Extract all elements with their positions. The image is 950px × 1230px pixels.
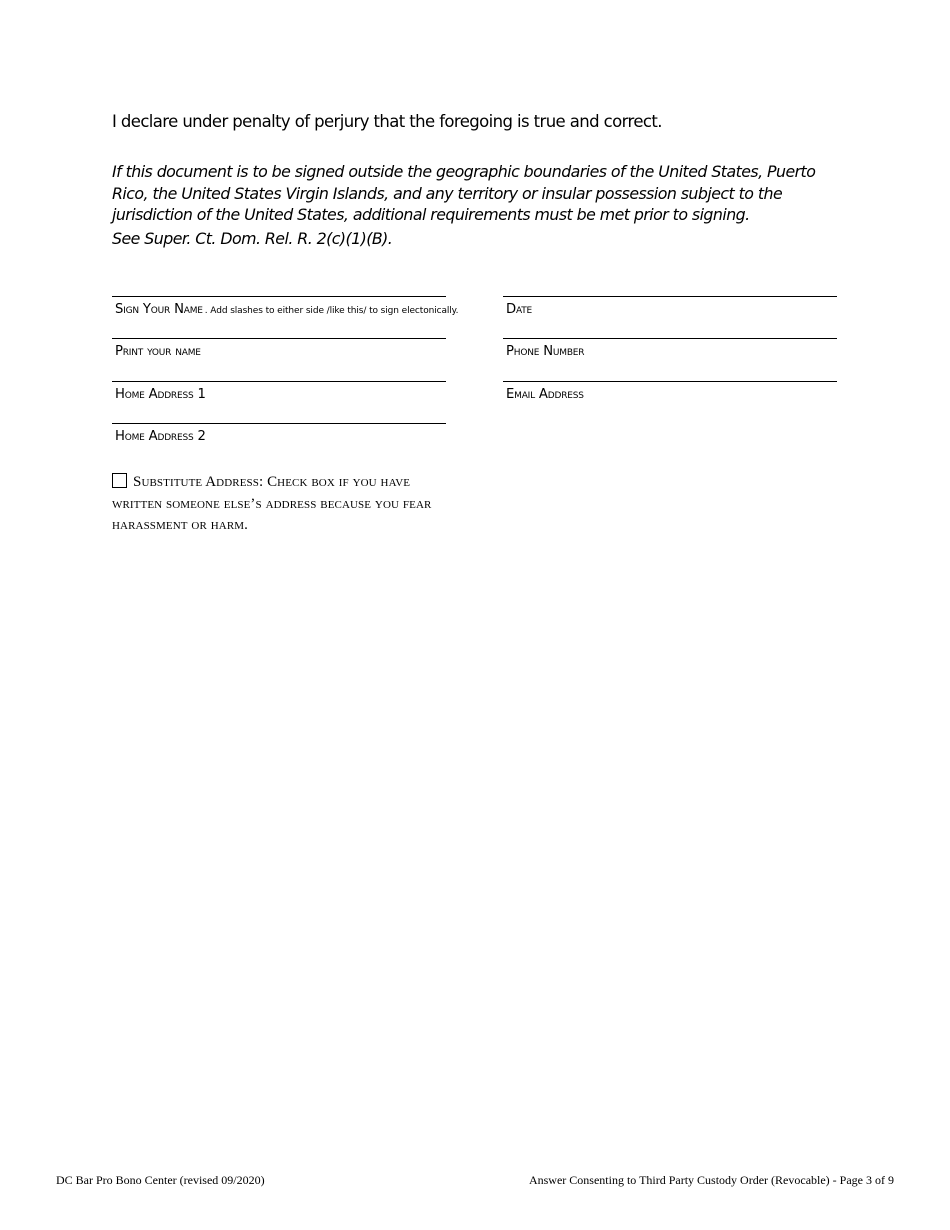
- home-address-1-label: Home Address 1: [115, 387, 206, 402]
- signing-notice: [112, 161, 842, 249]
- print-name-label: Print your name: [115, 344, 201, 359]
- home-address-2-field[interactable]: [112, 423, 446, 444]
- home-address-1-field[interactable]: [112, 381, 446, 402]
- footer-revision: DC Bar Pro Bono Center (revised 09/2020): [56, 1173, 265, 1187]
- footer-page-info: Answer Consenting to Third Party Custody Order (Revocable) - Page 3 of 9: [528, 1173, 894, 1187]
- phone-line[interactable]: [503, 338, 837, 339]
- email-line[interactable]: [503, 381, 837, 382]
- sign-name-hint: . Add slashes to either side /like this/ to sign electonically.: [204, 306, 459, 316]
- sign-name-field[interactable]: [112, 296, 459, 317]
- print-name-field[interactable]: [112, 338, 446, 359]
- signature-line[interactable]: [112, 296, 446, 297]
- phone-label: Phone Number: [506, 344, 585, 359]
- home-address-2-label: Home Address 2: [115, 429, 206, 444]
- notice-citation: See Super. Ct. Dom. Rel. R. 2(c)(1)(B).: [112, 228, 393, 248]
- date-line[interactable]: [503, 296, 837, 297]
- date-label: Date: [506, 302, 532, 317]
- home-address-2-line[interactable]: [112, 423, 446, 424]
- perjury-declaration: I declare under penalty of perjury that the foregoing is true and correct.: [112, 112, 662, 131]
- email-field[interactable]: [503, 381, 837, 402]
- home-address-1-line[interactable]: [112, 381, 446, 382]
- substitute-address-option: [112, 472, 442, 537]
- phone-field[interactable]: [503, 338, 837, 359]
- sign-name-label: Sign Your Name . Add slashes to either side /like this/ to sign electonically.: [115, 302, 459, 317]
- date-field[interactable]: [503, 296, 837, 317]
- substitute-address-checkbox[interactable]: [112, 473, 127, 488]
- email-label: Email Address: [506, 387, 584, 402]
- substitute-address-text: Substitute Address: Check box if you have written someone else’s address because you fear harassment or harm.: [112, 474, 432, 533]
- print-name-line[interactable]: [112, 338, 446, 339]
- notice-text: If this document is to be signed outside the geographic boundaries of the United States, Puerto Rico, the United States Virgin Islands, and any territory or insular possession subject to the jurisdiction of the United States, additional requirements must be met prior to signing.: [112, 162, 816, 224]
